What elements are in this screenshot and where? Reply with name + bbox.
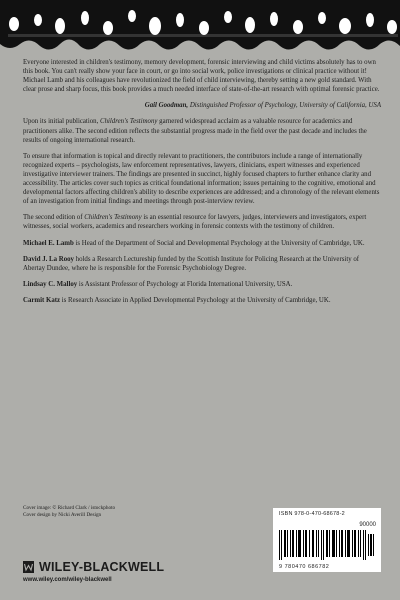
author-bio [23, 296, 381, 305]
author-description: is Research Associate in Applied Developmental Psychology at the University of Cambridge, UK. [60, 296, 331, 304]
publisher-url: www.wiley.com/wiley-blackwell [23, 577, 112, 583]
description-paragraph-3 [23, 213, 381, 231]
wiley-blackwell-logo-icon [23, 561, 34, 573]
cover-credits [23, 505, 115, 518]
book-title-mention: Children's Testimony [100, 118, 158, 126]
decorative-top-band [0, 0, 400, 52]
author-name: Lindsay C. Malloy [23, 280, 78, 288]
endorsement-author-name: Gail Goodman, [144, 102, 189, 110]
paragraph-3-text-start: The second edition of [23, 214, 85, 222]
wavy-edge-graphic [0, 0, 400, 52]
endorsement-quote: Everyone interested in children's testimony, memory development, forensic interviewing and child victims absolutely has to own this book. You can't really show your face in court, or go into social work, police investigations or clinical practice without it! Michael Lamb and his colleagues have revolutionized the field of child interviewing, thereby setting a new gold standard. With clear prose and sharp focus, this book provides a much needed interface of state-of-the-art research with optimal forensic practice. [23, 59, 380, 94]
paragraph-3-text-end: is an essential resource for lawyers, judges, interviewers and investigators, expert witnesses, social workers, academics and researchers working in forensic contexts with the testimony of children. [23, 214, 367, 231]
cover-image-credit: Cover image: © Richard Clark / istockphoto [23, 505, 116, 511]
price-code: 90000 [359, 522, 376, 528]
barcode-digits: 9 780470 686782 [279, 564, 330, 570]
author-description: is Assistant Professor of Psychology at Florida International University, USA. [77, 280, 293, 288]
paragraph-1-text-end: garnered widespread acclaim as a valuable resource for academics and practitioners alike. The second edition reflects the substantial progress made in the field over the past decade and includes the results of ongoing international research. [23, 118, 367, 144]
author-bio [23, 239, 381, 248]
paragraph-1-text-start: Upon its initial publication, [23, 118, 100, 126]
author-description: holds a Research Lectureship funded by the Scottish Institute for Policing Research at the University of Abertay Dundee, where he is responsible for the Forensic Psychobiology Degree. [23, 255, 360, 272]
book-title-mention: Children's Testimony [84, 214, 142, 222]
description-paragraph-2: To ensure that information is topical and directly relevant to practitioners, the contributors include a range of internationally recognized experts – psychologists, law enforcement representatives, lawyers, clinicians, expert witnesses and experienced investigative interviewer trainers. The findings are presented in succinct, highly focused chapters to further enhance clarity and accessibility. The articles cover such topics as critical foundational information; issues pertaining to the cognitive, emotional and developmental factors affecting children's ability to describe experiences are addressed; and a chronology of the relevant elements of an investigation from initial findings and meetings through post-interview review. [23, 152, 380, 206]
isbn-barcode [273, 508, 381, 572]
back-cover-text [23, 58, 381, 312]
author-name: David J. La Rooy [23, 255, 74, 263]
barcode-bars [279, 530, 375, 560]
author-name: Carmit Katz [23, 296, 61, 304]
author-description: is Head of the Department of Social and Developmental Psychology at the University of Cambridge, UK. [73, 239, 365, 247]
author-name: Michael E. Lamb [23, 239, 74, 247]
cover-design-credit: Cover design by Nicki Averill Design [23, 511, 102, 518]
description-paragraph-1 [23, 117, 381, 144]
publisher-logo [23, 560, 164, 574]
author-bio [23, 255, 381, 273]
endorsement-author-affiliation: Distinguished Professor of Psychology, University of California, USA [189, 102, 381, 110]
isbn-number: ISBN 978-0-470-68678-2 [279, 511, 345, 517]
author-bio [23, 280, 381, 289]
publisher-name: WILEY-BLACKWELL [39, 560, 165, 574]
endorsement-attribution [23, 101, 381, 110]
